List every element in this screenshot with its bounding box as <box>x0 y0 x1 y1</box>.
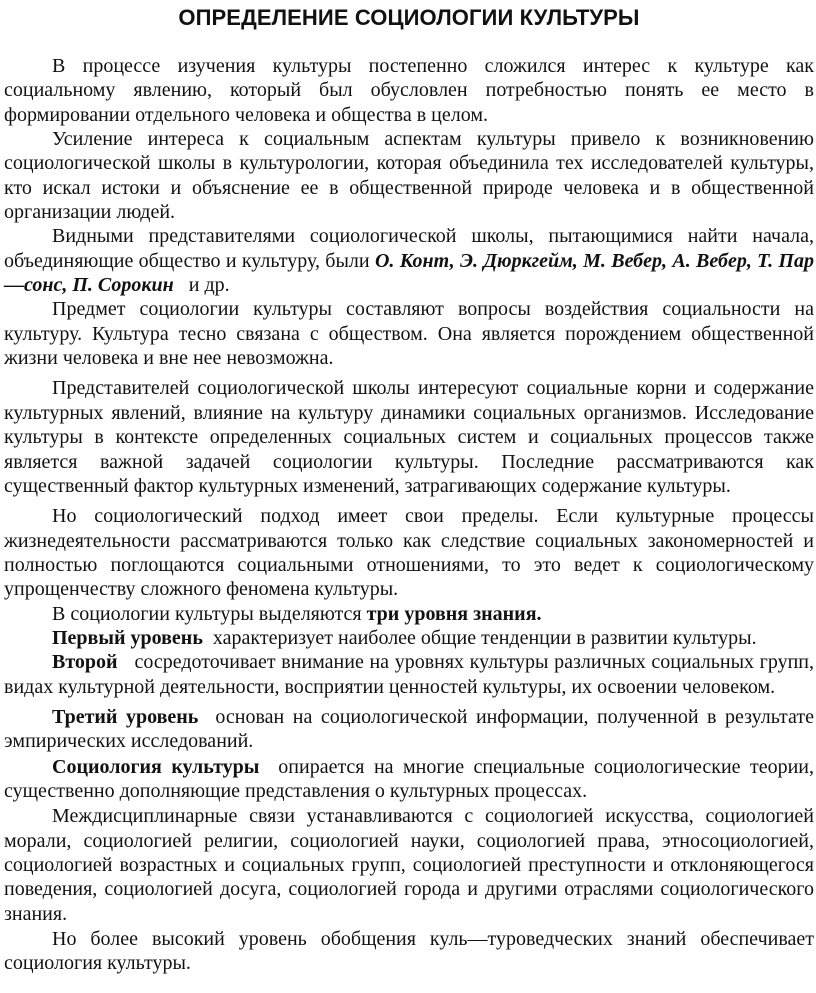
representatives-text: Видными представителями социологической школы, пытающимися найти начала, объединяющие общество и культуру, были <box>4 225 814 272</box>
sociology-of-culture-text: опирается на многие специальные социологические теории, существенно дополняющие представления о культурных процессах. <box>4 755 815 802</box>
paragraph-interests: Представителей социологической школы интересуют социальные корни и содержание культурных явлений, влияние на культуру динамики социальных организмов. Исследование культуры в контексте определенных социальных систем и социальных процессов также является важной задачей социологии культуры. Последние рассматриваются как существенный фактор культурных изменений, затрагивающих содержание культуры. <box>4 377 814 497</box>
paragraph-intro: В процессе изучения культуры постепенно сложился интерес к культуре как социальному явлению, который был обусловлен потребностью понять ее место в формировании отдельного человека и общества в целом. <box>4 55 814 126</box>
paragraph-third-level <box>4 705 814 754</box>
representatives-tail: и др. <box>188 274 230 297</box>
paragraph-subject: Предмет социологии культуры составляют вопросы воздействия социальности на культуру. Культура тесно связана с обществом. Она является порождением общественной жизни человека и вне нее невозможна. <box>4 298 814 370</box>
third-level-text: основан на социологической информации, полученной в результате эмпирических исследований. <box>4 705 815 753</box>
paragraph-second-level <box>4 650 814 699</box>
paragraph-conclusion: Но более высокий уровень обобщения куль—туроведческих знаний обеспечивает социология культуры. <box>4 928 814 975</box>
paragraph-representatives <box>4 224 814 297</box>
document-title: ОПРЕДЕЛЕНИЕ СОЦИОЛОГИИ КУЛЬТУРЫ <box>178 5 640 30</box>
document-page <box>4 0 814 976</box>
paragraph-sociology-of-culture <box>4 755 814 804</box>
paragraph-sociological-school: Усиление интереса к социальным аспектам культуры привело к возникновению социологической школы в культурологии, которая объединила тех исследователей культуры, кто искал истоки и объяснение ее в общественной природе человека и в общественной организации людей. <box>4 128 814 224</box>
sociology-of-culture-label: Социология культуры <box>52 755 260 778</box>
first-level-text: характеризует наиболее общие тенденции в развитии культуры. <box>212 626 757 649</box>
second-level-text: сосредоточивает внимание на уровнях культуры различных социальных групп, видах культурной деятельности, восприятии ценностей культуры, их освоении человеком. <box>4 651 814 698</box>
paragraph-first-level <box>4 626 814 650</box>
paragraph-levels-intro <box>4 602 814 626</box>
paragraph-interdisciplinary: Междисциплинарные связи устанавливаются с социологией искусства, социологией морали, социологией религии, социологией науки, социологией права, этносоциологией, социологией возрастных и социальных групп, социологией преступности и отклоняющегося поведения, социологией досуга, социологией города и другими отраслями социологического знания. <box>4 805 814 925</box>
representatives-names: О. Конт, Э. Дюркгейм, М. Вебер, А. Вебер, Т. Пар—сонс, П. Сорокин <box>4 249 814 297</box>
first-level-label: Первый уровень <box>52 626 203 649</box>
paragraph-limits: Но социологический подход имеет свои пределы. Если культурные процессы жизнедеятельности рассматриваются только как следствие социальных закономерностей и полностью поглощаются социальными отношениями, то это ведет к социологическому упрощенчеству сложного феномена культуры. <box>4 505 814 601</box>
third-level-label: Третий уровень <box>52 705 199 728</box>
levels-intro-text: В социологии культуры выделяются <box>52 602 362 625</box>
levels-intro-bold: три уровня знания. <box>366 602 542 625</box>
second-level-label: Второй <box>52 651 118 674</box>
